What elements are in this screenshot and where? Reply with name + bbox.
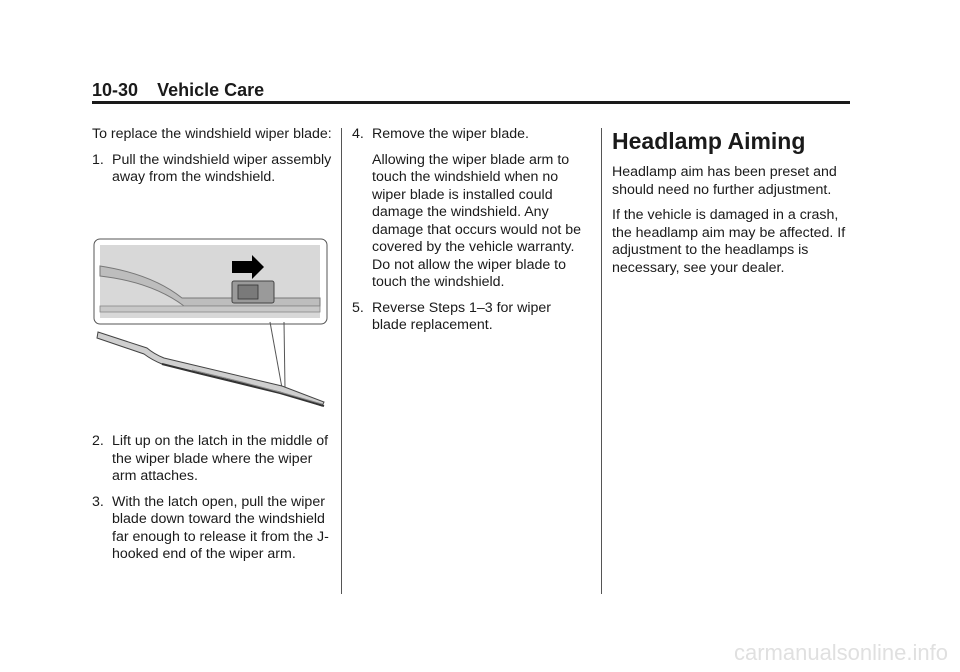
page-header	[92, 80, 264, 101]
paragraph-2: If the vehicle is damaged in a crash, the headlamp aim may be affected. If adjustment to the headlamps is necessary, see your dealer.	[612, 207, 846, 276]
column-3	[612, 126, 857, 285]
column-divider-2	[601, 128, 602, 594]
step-number: 5.	[352, 299, 364, 316]
column-1	[92, 126, 332, 195]
step-4-note: Allowing the wiper blade arm to touch the windshield when no wiper blade is installed could damage the windshield. Any damage that occurs would not be covered by the vehicle warranty. Do not allow the wiper blade to touch the windshield.	[372, 151, 582, 290]
latch-detail	[238, 285, 258, 299]
column-2	[352, 126, 588, 343]
paragraph-1: Headlamp aim has been preset and should need no further adjustment.	[612, 164, 837, 198]
step-number: 1.	[92, 151, 104, 168]
step-text: Pull the windshield wiper assembly away from the windshield.	[112, 151, 332, 185]
intro-text: To replace the windshield wiper blade:	[92, 126, 332, 142]
pointer-line	[284, 322, 285, 388]
step-1	[92, 152, 332, 187]
step-number: 2.	[92, 433, 104, 449]
header-rule	[92, 101, 850, 104]
section-heading: Headlamp Aiming	[612, 128, 806, 154]
step-2	[92, 433, 332, 486]
step-number: 3.	[92, 493, 104, 510]
step-text: With the latch open, pull the wiper blade down toward the windshield far enough to release it from the J-hooked end of the wiper arm.	[112, 493, 329, 562]
column-1-lower	[92, 433, 332, 572]
pointer-line	[270, 322, 282, 388]
wiper-blade-closeup	[100, 306, 320, 312]
column-divider-1	[341, 128, 342, 594]
page-number: 10-30	[92, 80, 139, 100]
wiper-blade-illustration	[92, 236, 332, 416]
step-number: 4.	[352, 126, 364, 142]
step-4	[352, 126, 588, 144]
step-text: Remove the wiper blade.	[372, 126, 529, 142]
step-text: Lift up on the latch in the middle of the wiper blade where the wiper arm attaches.	[112, 433, 329, 484]
step-text: Reverse Steps 1–3 for wiper blade replacement.	[372, 299, 552, 333]
step-3	[92, 494, 332, 564]
section-title: Vehicle Care	[157, 80, 265, 100]
step-5	[352, 300, 588, 335]
wiper-blade	[162, 364, 324, 406]
watermark: carmanualsonline.info	[733, 640, 948, 665]
